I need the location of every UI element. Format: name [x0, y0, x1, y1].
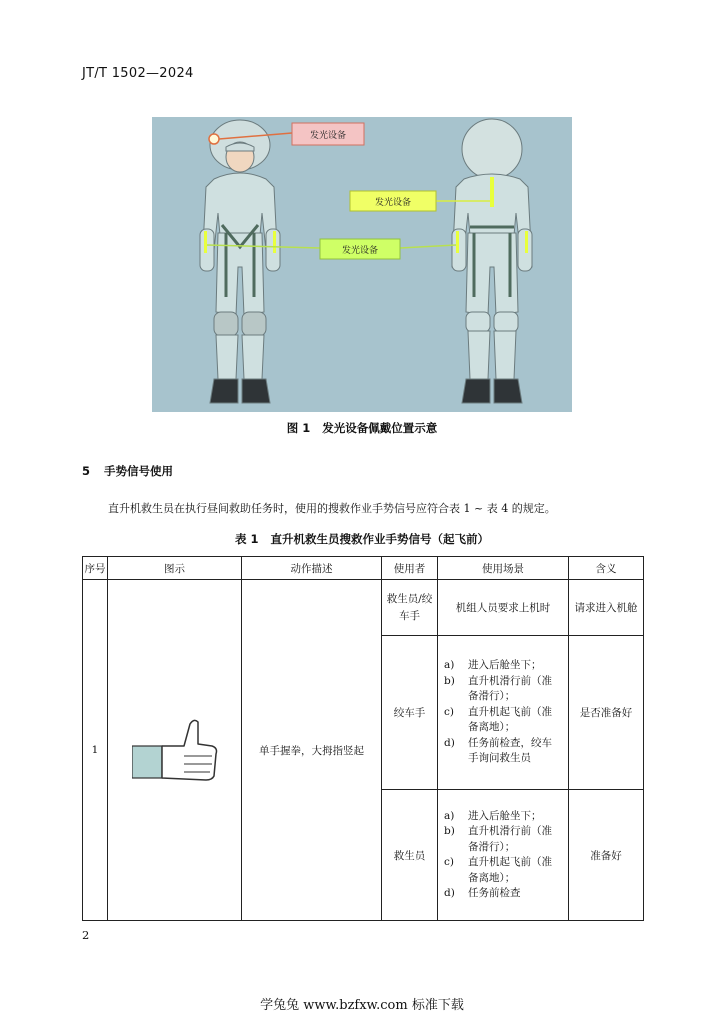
front-left-arm-light [204, 231, 207, 253]
body-paragraph: 直升机救生员在执行昼间救助任务时，使用的搜救作业手势信号应符合表 1 ~ 表 4 的规定。 [108, 502, 556, 515]
arm-light-label: 发光设备 [341, 246, 379, 256]
header-scene: 使用场景 [438, 557, 569, 580]
back-left-arm-light [456, 231, 459, 253]
scene-item: c) 直升机起飞前（准备离地）； [444, 705, 552, 734]
table-row [83, 580, 644, 636]
header-action: 动作描述 [242, 557, 382, 580]
section-number: 5 [82, 464, 91, 478]
scene-cell: 机组人员要求上机时 [438, 580, 569, 636]
back-figure [452, 119, 532, 403]
page-number: 2 [82, 928, 90, 942]
table-caption [0, 531, 724, 547]
scene-cell [438, 790, 569, 921]
table-caption-num: 表 1 [234, 532, 259, 546]
illustration-cell [108, 580, 242, 921]
thumbs-up-illustration [132, 716, 218, 782]
scene-item: a) 进入后舱坐下； [444, 659, 542, 672]
header-user: 使用者 [382, 557, 438, 580]
header-seq: 序号 [83, 557, 108, 580]
scene-cell [438, 636, 569, 790]
meaning-cell: 准备好 [569, 790, 644, 921]
user-cell: 救生员 [382, 790, 438, 921]
document-header: JT/T 1502—2024 [82, 66, 194, 81]
figure-caption [0, 420, 724, 436]
user-cell: 救生员/绞车手 [382, 580, 438, 636]
scene-item: d) 任务前检查，绞车手询问救生员 [444, 736, 552, 765]
figure-caption-num: 图 1 [286, 421, 311, 435]
back-right-arm-light [525, 231, 528, 253]
table-caption-title: 直升机救生员搜救作业手势信号（起飞前） [270, 532, 490, 546]
header-illustration: 图示 [108, 557, 242, 580]
section-title: 手势信号使用 [104, 464, 174, 478]
helmet-light-label: 发光设备 [309, 131, 347, 141]
table-header-row [83, 557, 644, 580]
light-device-figure [152, 117, 572, 412]
seq-cell: 1 [83, 580, 108, 921]
figure-caption-text: 发光设备佩戴位置示意 [322, 421, 438, 435]
front-figure [200, 120, 280, 403]
scene-item: c) 直升机起飞前（准备离地）； [444, 856, 552, 884]
meaning-cell: 请求进入机舱 [569, 580, 644, 636]
scene-item: d) 任务前检查 [444, 887, 521, 899]
footer-watermark: 学兔兔 www.bzfxw.com 标准下载 [260, 998, 464, 1013]
helmet-light-dot [209, 134, 219, 144]
front-right-arm-light [273, 231, 276, 253]
action-cell: 单手握拳，大拇指竖起 [242, 580, 382, 921]
pilot-suit-illustration [152, 117, 572, 412]
user-cell: 绞车手 [382, 636, 438, 790]
back-spine-light [490, 177, 494, 207]
section-heading [82, 463, 173, 479]
scene-item: b) 直升机滑行前（准备滑行）； [444, 825, 552, 853]
scene-item: b) 直升机滑行前（准备滑行）； [444, 674, 552, 703]
scene-item: a) 进入后舱坐下； [444, 809, 542, 822]
meaning-cell: 是否准备好 [569, 636, 644, 790]
back-light-label: 发光设备 [374, 198, 412, 208]
header-meaning: 含义 [569, 557, 644, 580]
gesture-signal-table [82, 556, 644, 921]
